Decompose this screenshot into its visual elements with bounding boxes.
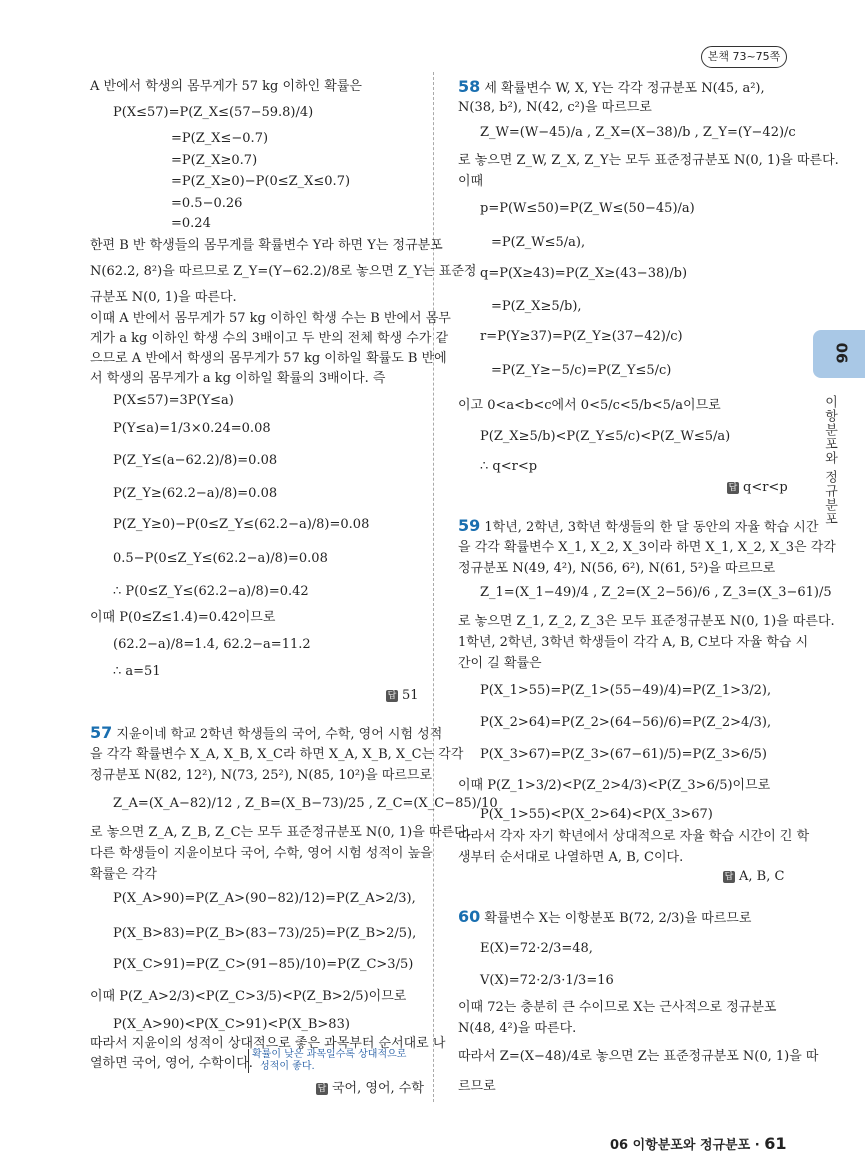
- text-line: 규분포 N(0, 1)을 따른다.: [90, 290, 237, 305]
- chapter-side-title: 이항분포와 정규분포: [822, 395, 837, 527]
- text-line: 로 놓으면 Z_A, Z_B, Z_C는 모두 표준정규분포 N(0, 1)을 따른다.: [90, 825, 471, 840]
- math-line: 이때 P(Z_A>2/3)<P(Z_C>3/5)<P(Z_B>2/5)이므로: [90, 989, 407, 1004]
- text-line: 열하면 국어, 영어, 수학이다.: [90, 1056, 253, 1071]
- math-line: 이고 0<a<b<c에서 0<5/c<5/b<5/a이므로: [458, 398, 721, 413]
- problem-number: 58: [458, 77, 481, 96]
- text-line: 이때 P(0≤Z≤1.4)=0.42이므로: [90, 610, 276, 625]
- text-line: 정규분포 N(82, 12²), N(73, 25²), N(85, 10²)을 따르므로: [90, 768, 433, 783]
- text-line: A 반에서 학생의 몸무게가 57 kg 이하인 확률은: [90, 79, 362, 94]
- math-line: P(X_A>90)<P(X_C>91)<P(X_B>83): [113, 1017, 350, 1032]
- answer-59: [723, 869, 784, 884]
- math-line: ∴ q<r<p: [480, 459, 538, 474]
- math-line: =0.5−0.26: [171, 196, 243, 211]
- text-line: 정규분포 N(49, 4²), N(56, 6²), N(61, 5²)을 따르므로: [458, 561, 776, 576]
- answer-text: q<r<p: [743, 480, 788, 495]
- problem-57: [90, 724, 442, 744]
- footer-title: 이항분포와 정규분포: [632, 1138, 751, 1153]
- text-line: 을 각각 확률변수 X_1, X_2, X_3이라 하면 X_1, X_2, X_3은 각각: [458, 540, 836, 555]
- math-line: P(X_1>55)=P(Z_1>(55−49)/4)=P(Z_1>3/2),: [480, 683, 772, 698]
- math-line: P(Z_X≥5/b)<P(Z_Y≤5/c)<P(Z_W≤5/a): [480, 429, 731, 444]
- math-line: P(X_B>83)=P(Z_B>(83−73)/25)=P(Z_B>2/5),: [113, 926, 417, 941]
- math-line: =P(Z_X≥0)−P(0≤Z_X≤0.7): [171, 174, 351, 189]
- math-line: Z_W=(W−45)/a , Z_X=(X−38)/b , Z_Y=(Y−42)/c: [480, 125, 796, 140]
- answer-57: [316, 1077, 424, 1096]
- problem-number: 60: [458, 907, 481, 926]
- math-line: P(X_C>91)=P(Z_C>(91−85)/10)=P(Z_C>3/5): [113, 957, 414, 972]
- math-line: P(X_A>90)=P(Z_A>(90−82)/12)=P(Z_A>2/3),: [113, 891, 416, 906]
- text-line: 한편 B 반 학생들의 몸무게를 확률변수 Y라 하면 Y는 정규분포: [90, 238, 443, 253]
- math-line: 이때 P(Z_1>3/2)<P(Z_2>4/3)<P(Z_3>6/5)이므로: [458, 778, 771, 793]
- answer-text: 국어, 영어, 수학: [332, 1081, 424, 1096]
- math-line: P(Y≤a)=1/3×0.24=0.08: [113, 421, 271, 436]
- math-line: ∴ P(0≤Z_Y≤(62.2−a)/8)=0.42: [113, 584, 309, 599]
- text-line: 이때 72는 충분히 큰 수이므로 X는 근사적으로 정규분포: [458, 1000, 777, 1015]
- math-line: =0.24: [171, 216, 211, 231]
- text-line: 세 확률변수 W, X, Y는 각각 정규분포 N(45, a²),: [484, 81, 765, 96]
- answer-text: 51: [402, 688, 419, 703]
- text-line: 이때 A 반에서 몸무게가 57 kg 이하인 학생 수는 B 반에서 몸무: [90, 311, 451, 326]
- chapter-side-tab: 06: [813, 330, 865, 378]
- text-line: 르므로: [458, 1079, 496, 1094]
- page-ref-badge: 본책 73~75쪽: [701, 46, 787, 68]
- text-line: 따라서 Z=(X−48)/4로 놓으면 Z는 표준정규분포 N(0, 1)을 따: [458, 1049, 819, 1064]
- math-line: ∴ a=51: [113, 664, 161, 679]
- text-line: 을 각각 확률변수 X_A, X_B, X_C라 하면 X_A, X_B, X_C는 각각: [90, 747, 464, 762]
- text-line: 다른 학생들이 지윤이보다 국어, 수학, 영어 시험 성적이 높을: [90, 846, 433, 861]
- text-line: 게가 a kg 이하인 학생 수의 3배이고 두 반의 전체 학생 수가 같: [90, 331, 449, 346]
- problem-number: 57: [90, 723, 113, 742]
- math-line: P(X≤57)=P(Z_X≤(57−59.8)/4): [113, 105, 314, 120]
- math-line: =P(Z_X≥5/b),: [491, 299, 582, 314]
- answer-58: [727, 480, 788, 495]
- text-line: 간이 길 확률은: [458, 656, 542, 671]
- math-line: =P(Z_X≤−0.7): [171, 131, 269, 146]
- page-number: 61: [764, 1134, 787, 1153]
- text-line: 이때: [458, 174, 484, 189]
- math-line: E(X)=72·2/3=48,: [480, 941, 593, 956]
- page-footer: 06 이항분포와 정규분포 · 61: [610, 1134, 787, 1153]
- text-line: N(48, 4²)을 따른다.: [458, 1021, 577, 1036]
- math-line: Z_1=(X_1−49)/4 , Z_2=(X_2−56)/6 , Z_3=(X_3−61)/5: [480, 585, 832, 600]
- problem-60: [458, 908, 751, 928]
- answer-icon: 답: [317, 1083, 327, 1094]
- text-line: 확률변수 X는 이항분포 B(72, 2/3)을 따르므로: [484, 911, 752, 926]
- math-line: P(X_3>67)=P(Z_3>(67−61)/5)=P(Z_3>6/5): [480, 747, 768, 762]
- problem-number: 59: [458, 516, 481, 535]
- answer-icon: 답: [724, 871, 734, 882]
- math-line: =P(Z_Y≥−5/c)=P(Z_Y≤5/c): [491, 363, 672, 378]
- text-line: 로 놓으면 Z_1, Z_2, Z_3은 모두 표준정규분포 N(0, 1)을 따른다.: [458, 614, 835, 629]
- math-line: P(Z_Y≤(a−62.2)/8)=0.08: [113, 453, 278, 468]
- math-line: =P(Z_X≥0.7): [171, 153, 258, 168]
- problem-59: [458, 517, 818, 537]
- math-line: P(X_2>64)=P(Z_2>(64−56)/6)=P(Z_2>4/3),: [480, 715, 772, 730]
- math-line: P(X_1>55)<P(X_2>64)<P(X_3>67): [480, 807, 713, 822]
- problem-58: [458, 78, 765, 98]
- text-line: 지윤이네 학교 2학년 학생들의 국어, 수학, 영어 시험 성적: [116, 727, 443, 742]
- text-line: 확률은 각각: [90, 867, 157, 882]
- math-line: 0.5−P(0≤Z_Y≤(62.2−a)/8)=0.08: [113, 551, 328, 566]
- answer-icon: 답: [387, 690, 397, 701]
- math-line: p=P(W≤50)=P(Z_W≤(50−45)/a): [480, 201, 695, 216]
- text-line: N(38, b²), N(42, c²)을 따르므로: [458, 100, 652, 115]
- math-line: =P(Z_W≤5/a),: [491, 235, 586, 250]
- answer-icon: 답: [728, 482, 738, 493]
- text-line: 로 놓으면 Z_W, Z_X, Z_Y는 모두 표준정규분포 N(0, 1)을 따른다.: [458, 153, 839, 168]
- text-line: 1학년, 2학년, 3학년 학생들의 한 달 동안의 자율 학습 시간: [484, 520, 819, 535]
- text-line: 따라서 지윤이의 성적이 상대적으로 좋은 과목부터 순서대로 나: [90, 1036, 446, 1051]
- text-line: 생부터 순서대로 나열하면 A, B, C이다.: [458, 850, 684, 865]
- text-line: 서 학생의 몸무게가 a kg 이하일 확률의 3배이다. 즉: [90, 371, 386, 386]
- text-line: 으므로 A 반에서 학생의 몸무게가 57 kg 이하일 확률도 B 반에: [90, 351, 447, 366]
- math-line: Z_A=(X_A−82)/12 , Z_B=(X_B−73)/25 , Z_C=(X_C−85)/10: [113, 796, 498, 811]
- text-line: N(62.2, 8²)을 따르므로 Z_Y=(Y−62.2)/8로 놓으면 Z_Y는 표준정: [90, 264, 477, 279]
- text-line: 따라서 각자 자기 학년에서 상대적으로 자율 학습 시간이 긴 학: [458, 829, 810, 844]
- math-line: q=P(X≥43)=P(Z_X≥(43−38)/b): [480, 266, 688, 281]
- math-line: (62.2−a)/8=1.4, 62.2−a=11.2: [113, 637, 311, 652]
- math-line: P(Z_Y≥(62.2−a)/8)=0.08: [113, 486, 278, 501]
- math-line: V(X)=72·2/3·1/3=16: [480, 973, 614, 988]
- answer-51: [386, 688, 419, 703]
- footer-chapter: 06: [610, 1138, 629, 1153]
- column-divider: [433, 72, 434, 1102]
- annotation-note: 확률이 낮은 과목일수록 상대적으로 성적이 좋다.: [248, 1049, 406, 1073]
- text-line: 1학년, 2학년, 3학년 학생들이 각각 A, B, C보다 자율 학습 시: [458, 635, 809, 650]
- math-line: r=P(Y≥37)=P(Z_Y≥(37−42)/c): [480, 329, 683, 344]
- math-line: P(X≤57)=3P(Y≤a): [113, 393, 234, 408]
- answer-text: A, B, C: [739, 869, 785, 884]
- math-line: P(Z_Y≥0)−P(0≤Z_Y≤(62.2−a)/8)=0.08: [113, 517, 370, 532]
